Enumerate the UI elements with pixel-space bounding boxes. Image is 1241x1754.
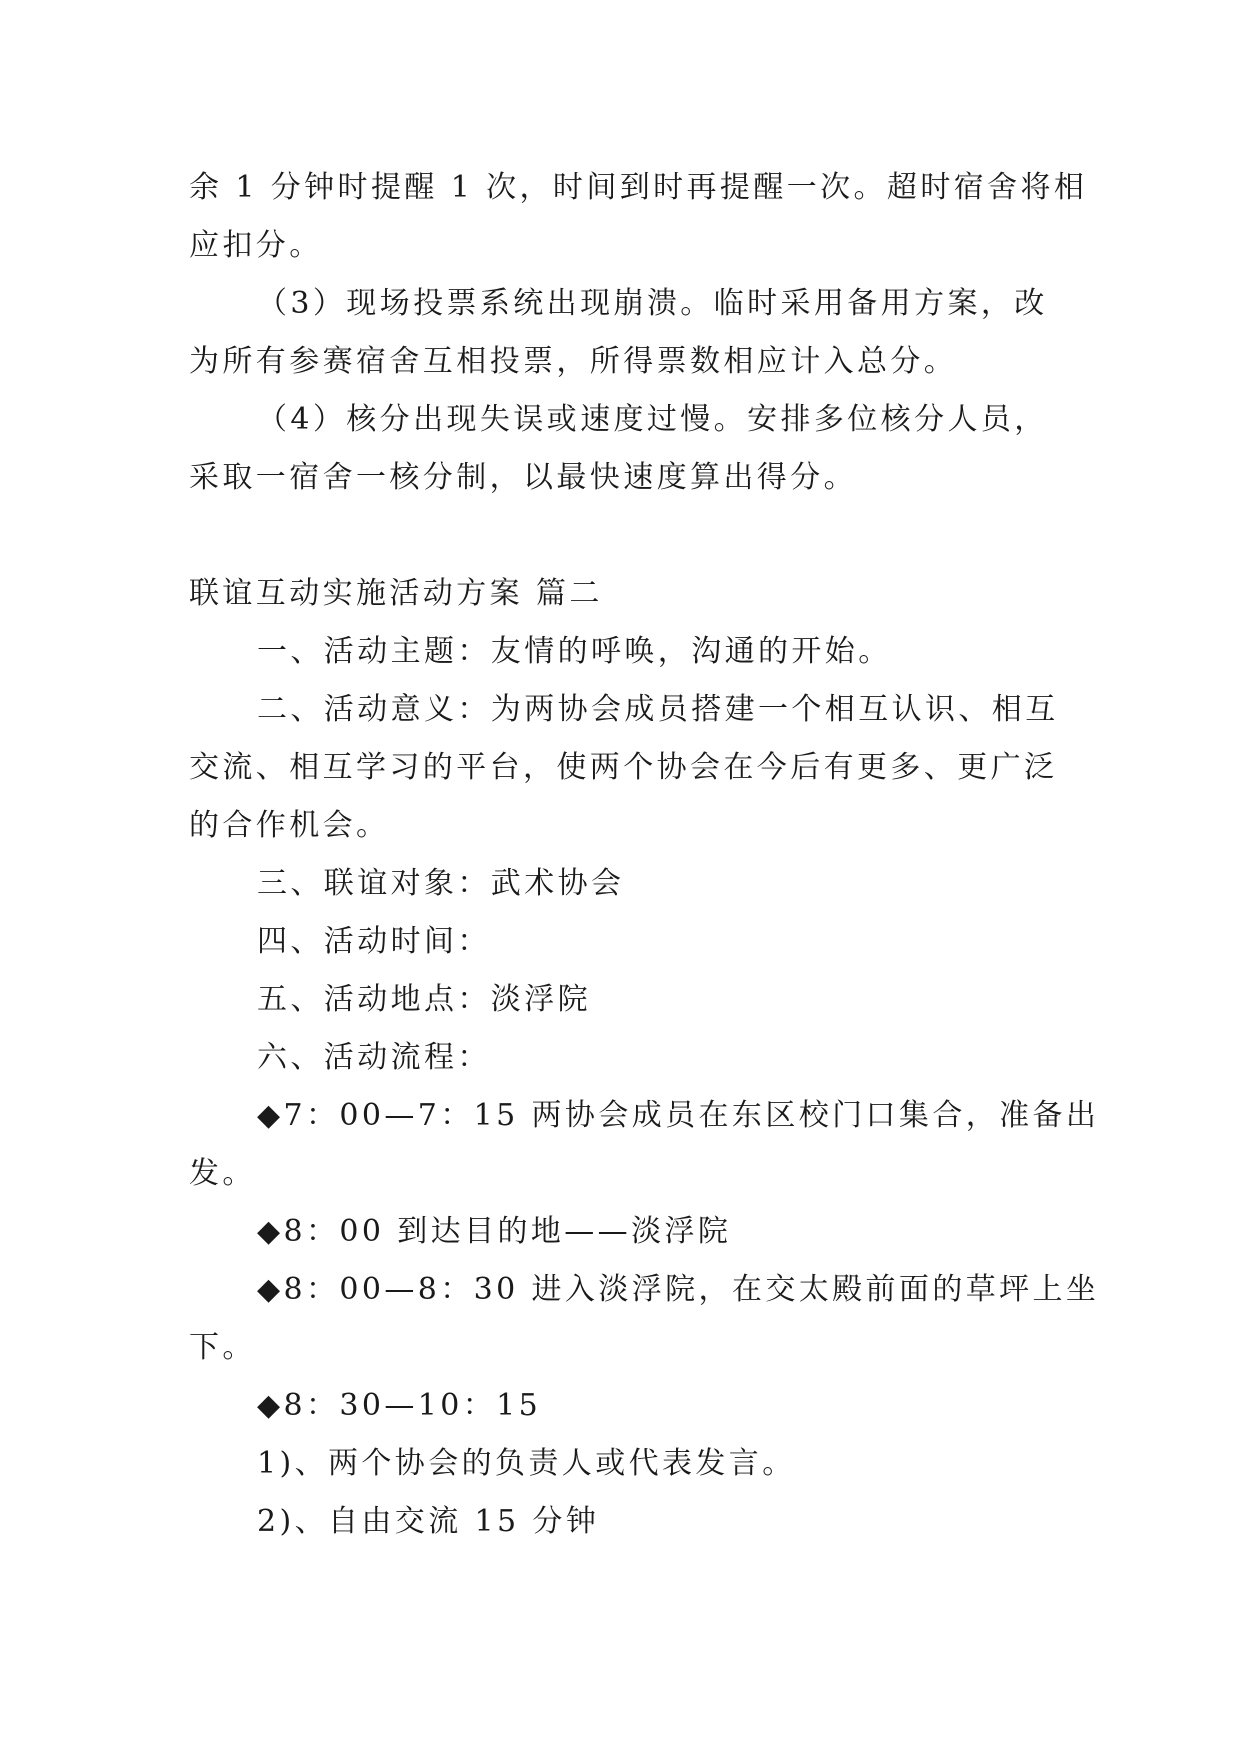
activity-meaning: 二、活动意义：为两协会成员搭建一个相互认识、相互 <box>257 692 1059 727</box>
activity-target: 三、联谊对象：武术协会 <box>257 866 625 901</box>
activity-theme: 一、活动主题：友情的呼唤，沟通的开始。 <box>257 634 892 669</box>
document-body <box>189 159 1100 1551</box>
paragraph-line: 采取一宿舍一核分制，以最快速度算出得分。 <box>189 460 857 495</box>
section-title: 联谊互动实施活动方案 篇二 <box>189 576 603 611</box>
schedule-item: 发。 <box>189 1156 256 1191</box>
paragraph-line: （3）现场投票系统出现崩溃。临时采用备用方案，改 <box>257 286 1048 321</box>
paragraph-line: 为所有参赛宿舍互相投票，所得票数相应计入总分。 <box>189 344 958 379</box>
paragraph-line: 余 1 分钟时提醒 1 次，时间到时再提醒一次。超时宿舍将相 <box>189 170 1088 205</box>
blank-line <box>189 507 1053 565</box>
activity-place: 五、活动地点：淡浮院 <box>257 982 591 1017</box>
paragraph-line: 应扣分。 <box>189 228 323 263</box>
schedule-subitem: 1)、两个协会的负责人或代表发言。 <box>257 1446 796 1481</box>
flow-heading: 六、活动流程： <box>257 1040 491 1075</box>
schedule-item: ◆8：30—10：15 <box>257 1388 542 1423</box>
paragraph-line: （4）核分出现失误或速度过慢。安排多位核分人员， <box>257 402 1048 437</box>
schedule-item: ◆8：00 到达目的地——淡浮院 <box>257 1214 732 1249</box>
schedule-item: 下。 <box>189 1330 256 1365</box>
schedule-item: ◆7：00—7：15 两协会成员在东区校门口集合，准备出 <box>257 1098 1100 1133</box>
schedule-subitem: 2)、自由交流 15 分钟 <box>257 1504 600 1539</box>
activity-time: 四、活动时间： <box>257 924 491 959</box>
activity-meaning: 的合作机会。 <box>189 808 390 843</box>
activity-meaning: 交流、相互学习的平台，使两个协会在今后有更多、更广泛 <box>189 750 1058 785</box>
schedule-item: ◆8：00—8：30 进入淡浮院，在交太殿前面的草坪上坐 <box>257 1272 1100 1307</box>
